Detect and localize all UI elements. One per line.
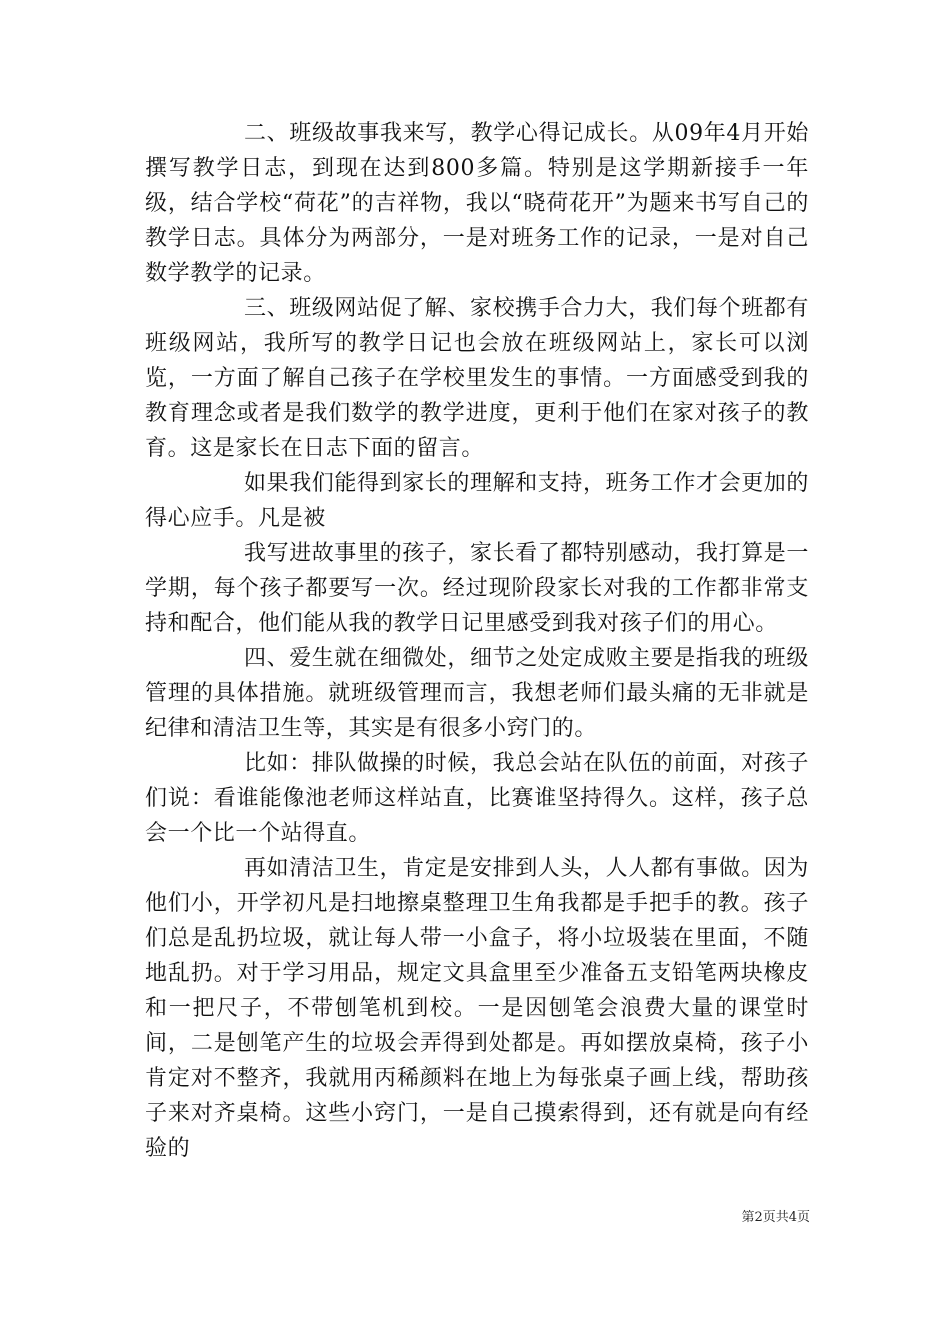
document-body	[145, 116, 809, 1166]
paragraph-exercise-example: 比如：排队做操的时候，我总会站在队伍的前面，对孩子们说：看谁能像池老师这样站直，比赛谁坚持得久。这样，孩子总会一个比一个站得直。	[145, 751, 810, 846]
page-number-footer: 第2页共4页	[741, 1210, 810, 1225]
paragraph-class-story: 二、班级故事我来写，教学心得记成长。从09年4月开始撰写教学日志，到现在达到800多篇。特别是这学期新接手一年级，结合学校“荷花”的吉祥物，我以“晓荷花开”为题来书写自己的教学日志。具体分为两部分，一是对班务工作的记录，一是对自己数学教学的记录。	[145, 121, 809, 286]
paragraph-parent-support: 如果我们能得到家长的理解和支持，班务工作才会更加的得心应手。凡是被	[145, 471, 810, 531]
paragraph-story-children: 我写进故事里的孩子，家长看了都特别感动，我打算是一学期，每个孩子都要写一次。经过现阶段家长对我的工作都非常支持和配合，他们能从我的教学日记里感受到我对孩子们的用心。	[145, 541, 810, 636]
paragraph-care-details: 四、爱生就在细微处，细节之处定成败主要是指我的班级管理的具体措施。就班级管理而言，我想老师们最头痛的无非就是纪律和清洁卫生等，其实是有很多小窍门的。	[145, 646, 810, 741]
paragraph-class-website: 三、班级网站促了解、家校携手合力大，我们每个班都有班级网站，我所写的教学日记也会放在班级网站上，家长可以浏览，一方面了解自己孩子在学校里发生的事情。一方面感受到我的教育理念或者是我们数学的教学进度，更利于他们在家对孩子的教育。这是家长在日志下面的留言。	[145, 296, 810, 461]
paragraph-cleaning-example: 再如清洁卫生，肯定是安排到人头，人人都有事做。因为他们小，开学初凡是扫地擦桌整理卫生角我都是手把手的教。孩子们总是乱扔垃圾，就让每人带一小盒子，将小垃圾装在里面，不随地乱扔。对于学习用品，规定文具盒里至少准备五支铅笔两块橡皮和一把尺子，不带刨笔机到校。一是因刨笔会浪费大量的课堂时间，二是刨笔产生的垃圾会弄得到处都是。再如摆放桌椅，孩子小肯定对不整齐，我就用丙稀颜料在地上为每张桌子画上线，帮助孩子来对齐桌椅。这些小窍门，一是自己摸索得到，还有就是向有经验的	[145, 856, 810, 1161]
